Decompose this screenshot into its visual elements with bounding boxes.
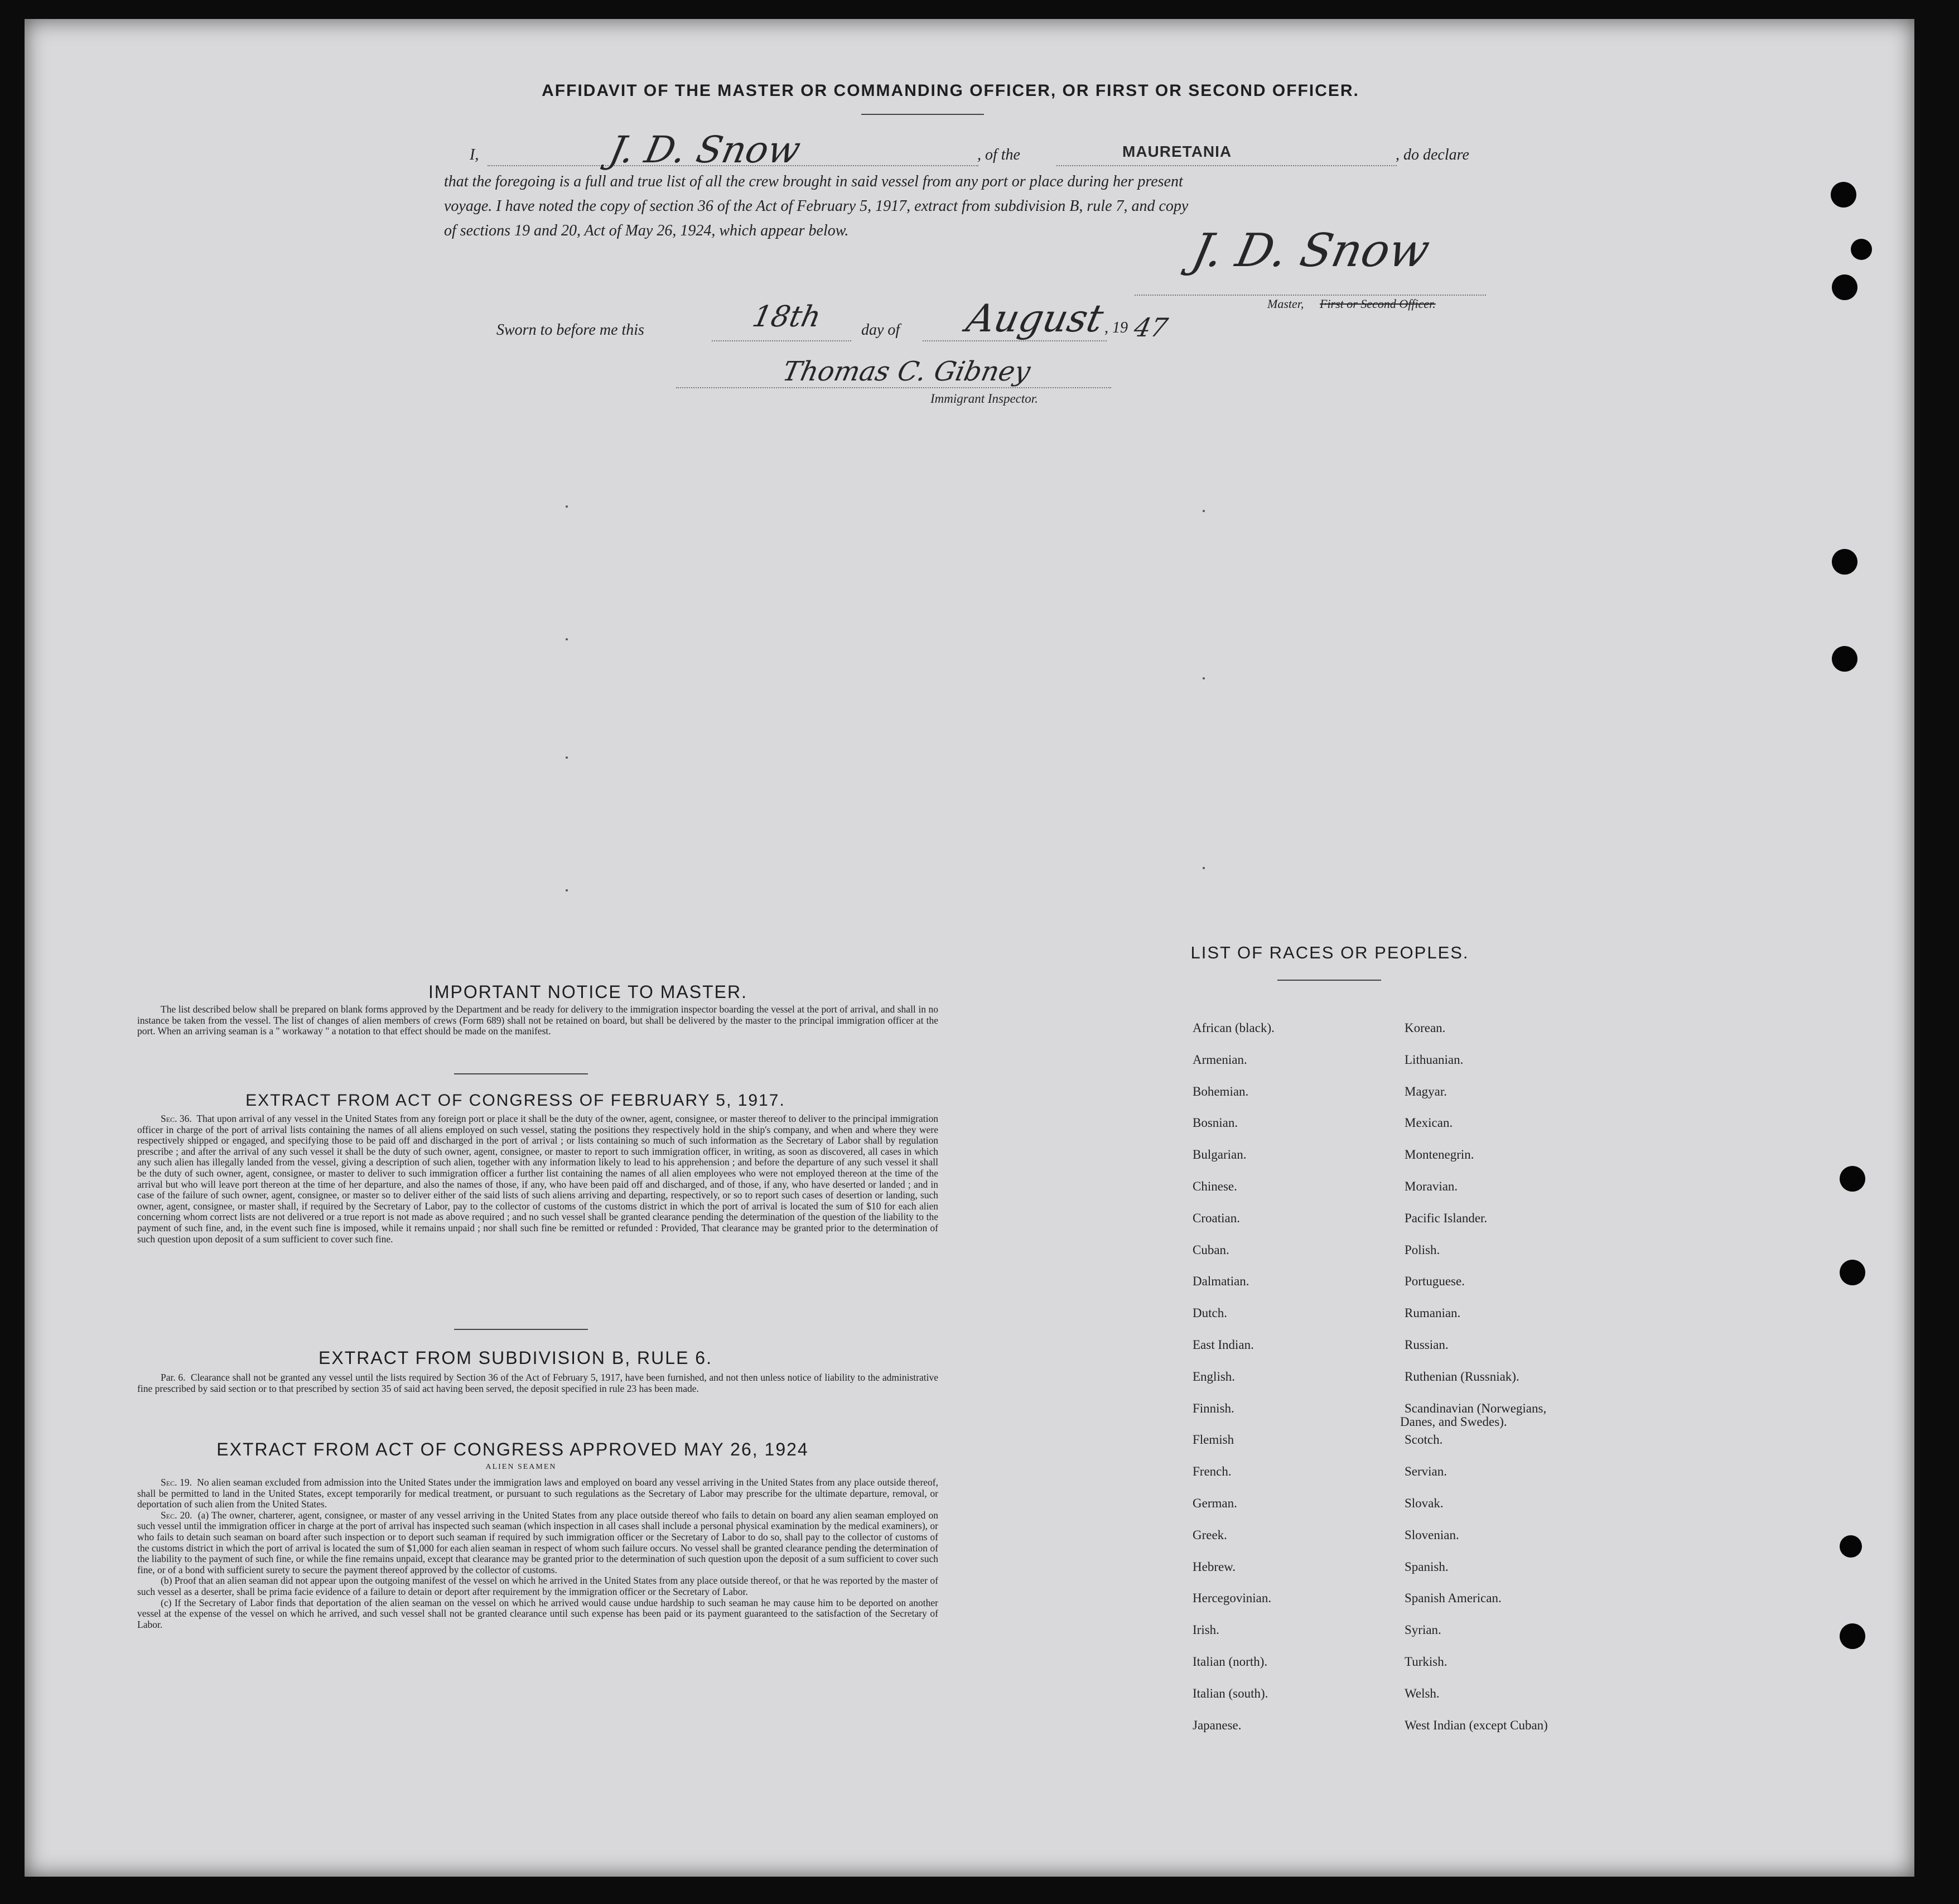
race-entry: Mexican. xyxy=(1405,1116,1453,1130)
race-entry: Magyar. xyxy=(1405,1084,1447,1098)
race-entry: Servian. xyxy=(1405,1464,1447,1479)
sec20b-text: (b) Proof that an alien seaman did not appear upon the outgoing manifest of the vessel on which he arrived in the United States from any place outside thereof, or that he was reported by the master of such vessel as a deserter, shall be prima facie evidence of a failure to detain or deport after requirement by the immigration officer or the Secretary of Labor. xyxy=(137,1575,938,1597)
master-name-handwritten: J. D. Snow xyxy=(605,128,804,171)
race-entry: Greek. xyxy=(1193,1527,1227,1542)
sworn-label: Sworn to before me this xyxy=(496,321,644,339)
title-divider xyxy=(861,114,984,115)
race-entry: Italian (north). xyxy=(1193,1655,1268,1669)
i-label: I, xyxy=(470,146,479,163)
race-entry: Japanese. xyxy=(1193,1718,1242,1732)
punch-hole xyxy=(1840,1166,1865,1192)
race-entry: African (black). xyxy=(1193,1021,1275,1035)
extract-rule6-title: EXTRACT FROM SUBDIVISION B, RULE 6. xyxy=(319,1348,712,1368)
master-signature: J. D. Snow xyxy=(1187,224,1435,277)
race-entry: Croatian. xyxy=(1193,1211,1240,1225)
sworn-month-handwritten: August xyxy=(962,297,1107,341)
race-entry: Irish. xyxy=(1193,1623,1219,1637)
race-entry: Danes, and Swedes). xyxy=(1400,1414,1507,1429)
sec19-text: No alien seaman excluded from admission into the United States under the immigration laws and employed on board any vessel arriving in the United States from any place outside thereof, shall be permitted to land in the United States, except temporarily for medical treatment, or pursuant to such regulations as the Secretary of Labor may prescribe for the ultimate departure, removal, or deportation of such alien from the United States. xyxy=(137,1477,938,1510)
punch-hole xyxy=(1832,646,1857,672)
sec20a-text: (a) The owner, charterer, agent, consignee, or master of any vessel arriving in the United States from any place outside thereof who fails to detain on board any alien seaman employed on such vessel until the immigration officer in charge at the port of arrival has inspected such seaman (which inspection in all cases shall include a personal physical examination by the medical examiners), or who fails to detain such seaman on board after such inspection or to deport such seaman if required by such immigration officer or the Secretary of Labor to do so, shall pay to the collector of customs of the customs district in which the port of arrival is located the sum of $1,000 for each alien seaman in respect of whom such failure occurs. No vessel shall be granted clearance pending the determination of the liability to the payment of such fine, or while the fine remains unpaid, except that clearance may be granted prior to the determination of such question upon the deposit of a sum sufficient to cover such fine, or of a bond with sufficient surety to secure the payment thereof approved by the collector of customs. xyxy=(137,1509,939,1575)
sworn-year-handwritten: 47 xyxy=(1131,312,1171,343)
guide-dot xyxy=(566,505,568,508)
race-entry: Scotch. xyxy=(1405,1433,1443,1447)
punch-hole xyxy=(1832,549,1857,575)
race-entry: German. xyxy=(1193,1496,1237,1510)
race-entry: Italian (south). xyxy=(1193,1686,1268,1700)
race-entry: Turkish. xyxy=(1405,1655,1447,1669)
race-entry: Hebrew. xyxy=(1193,1559,1236,1574)
sec20c-text: (c) If the Secretary of Labor finds that deportation of the alien seaman on the vessel on which he arrived would cause undue hardship to such seaman he may cause him to be deported on another vessel at the expense of the vessel on which he arrived, and such vessel shall not be granted clearance until such expense has been paid or its payment guaranteed to the satisfaction of the Secretary of Labor. xyxy=(137,1597,938,1630)
race-entry: West Indian (except Cuban) xyxy=(1405,1718,1548,1732)
punch-hole xyxy=(1840,1535,1862,1558)
notice-title: IMPORTANT NOTICE TO MASTER. xyxy=(428,982,747,1002)
race-entry: Spanish American. xyxy=(1405,1591,1502,1606)
race-entry: Finnish. xyxy=(1193,1401,1234,1415)
race-entry: Portuguese. xyxy=(1405,1274,1465,1289)
inspector-line xyxy=(676,387,1111,388)
divider xyxy=(454,1073,588,1074)
race-entry: Polish. xyxy=(1405,1242,1440,1257)
guide-dot xyxy=(1203,677,1205,679)
sworn-day-handwritten: 18th xyxy=(749,300,824,334)
race-entry: Lithuanian. xyxy=(1405,1052,1464,1067)
extract-1917-title: EXTRACT FROM ACT OF CONGRESS OF FEBRUARY 5, 1917. xyxy=(245,1091,785,1110)
guide-dot xyxy=(566,638,568,640)
inspector-label: Immigrant Inspector. xyxy=(930,392,1038,406)
race-entry: Rumanian. xyxy=(1405,1306,1461,1320)
punch-hole xyxy=(1831,182,1856,208)
race-entry: Dutch. xyxy=(1193,1306,1227,1320)
race-entry: Bohemian. xyxy=(1193,1084,1249,1098)
guide-dot xyxy=(1203,510,1205,512)
notice-text xyxy=(137,1004,938,1037)
extract-rule6-text xyxy=(137,1372,938,1394)
sec20-label: Sec. 20. xyxy=(161,1509,192,1521)
race-entry: Armenian. xyxy=(1193,1052,1247,1067)
signature-line xyxy=(1135,295,1486,296)
race-entry: East Indian. xyxy=(1193,1338,1254,1352)
alien-seamen-subtitle: ALIEN SEAMEN xyxy=(485,1463,557,1471)
race-entry: Dalmatian. xyxy=(1193,1274,1249,1289)
master-label: Master, xyxy=(1267,297,1304,311)
race-entry: Bosnian. xyxy=(1193,1116,1238,1130)
race-entry: Chinese. xyxy=(1193,1179,1237,1193)
race-entry: English. xyxy=(1193,1369,1236,1384)
sec19-label: Sec. 19. xyxy=(161,1477,192,1488)
guide-dot xyxy=(1203,867,1205,869)
of-the-label: , of the xyxy=(977,146,1020,163)
extract-1917-text xyxy=(137,1114,938,1245)
declaration-line-2: voyage. I have noted the copy of section 36 of the Act of February 5, 1917, extract from subdivision B, rule 7, and copy xyxy=(444,197,1189,215)
struck-officer-label: First or Second Officer. xyxy=(1320,297,1436,311)
race-entry: Bulgarian. xyxy=(1193,1148,1247,1162)
extract-1924-title: EXTRACT FROM ACT OF CONGRESS APPROVED MAY 26, 1924 xyxy=(216,1439,809,1459)
races-divider xyxy=(1277,980,1381,981)
race-entry: Korean. xyxy=(1405,1021,1446,1035)
punch-hole xyxy=(1840,1623,1865,1649)
race-entry: Russian. xyxy=(1405,1338,1449,1352)
notice-paragraph: The list described below shall be prepared on blank forms approved by the Department and be ready for delivery to the immigration inspector boarding the vessel at the port of arrival, and shall in no instance be taken from the vessel. The list of changes of alien members of crews (Form 689) shall not be retained on board, but shall be delivered by the master to the principal immigration officer at the port. When an arriving seaman is a " workaway " a notation to that effect should be made on the manifest. xyxy=(137,1004,938,1037)
race-entry: Ruthenian (Russniak). xyxy=(1405,1369,1519,1384)
sworn-year-prefix: , 19 xyxy=(1104,319,1128,336)
declaration-line-1: that the foregoing is a full and true list of all the crew brought in said vessel from any port or place during her present xyxy=(444,173,1183,190)
race-entry: Syrian. xyxy=(1405,1623,1441,1637)
races-title: LIST OF RACES OR PEOPLES. xyxy=(1190,943,1469,962)
inspector-signature: Thomas C. Gibney xyxy=(780,356,1034,387)
guide-dot xyxy=(566,756,568,759)
par6-text: Clearance shall not be granted any vessel until the lists required by Section 36 of the Act of February 5, 1917, have been furnished, and not then unless notice of liability to the administrative fine prescribed by said section or to that prescribed by section 35 of said act having been served, the deposit specified in rule 23 has been made. xyxy=(137,1372,939,1394)
race-entry: Montenegrin. xyxy=(1405,1148,1474,1162)
punch-hole xyxy=(1832,274,1857,300)
race-entry: Slovak. xyxy=(1405,1496,1444,1510)
guide-dot xyxy=(566,889,568,891)
day-of-label: day of xyxy=(861,321,900,339)
extract-1924-text xyxy=(137,1477,938,1630)
punch-hole xyxy=(1851,239,1872,260)
par6-label: Par. 6. xyxy=(161,1372,186,1383)
do-declare-label: , do declare xyxy=(1396,146,1469,163)
vessel-field-line xyxy=(1056,165,1397,166)
sec36-text: That upon arrival of any vessel in the United States from any foreign port or place it shall be the duty of the owner, agent, consignee, or master thereof to deliver to the principal immigration officer in charge of the port of arrival lists containing the names of all aliens employed on such vessel, stating the positions they respectively hold in the ship's company, and when and where they were respectively shipped or engaged, and specifying those to be paid off and discharged in the port of arrival ; or lists containing so much of such information as the Secretary of Labor shall by regulation prescribe ; and after the arrival of any such vessel it shall be the duty of such owner, agent, consignee, or master to report to such immigration officer, in writing, as soon as discovered, all cases in which any such alien has illegally landed from the vessel, giving a description of such alien, together with any information likely to lead to his apprehension ; and before the departure of any such vessel it shall be the duty of such owner, agent, consignee, or master to deliver to such immigration officer a further list containing the names of all alien employees who were not employed thereon at the time of the arrival but who will leave port thereon at the time of her departure, and also the names of those, if any, who have been paid off and discharged, and of those, if any, who have deserted or landed ; and in case of the failure of such owner, agent, consignee, or master so to deliver either of the said lists of such aliens arriving and departing, respectively, or so to report such cases of desertion or landing, such owner, agent, consignee, or master shall, if required by the Secretary of Labor, pay to the collector of customs of the customs district in which the port of arrival is located the sum of $10 for each alien concerning whom correct lists are not delivered or a true report is not made as above required ; and no such vessel shall be granted clearance pending the determination of the question of the liability to the payment of such fine, and, in the event such fine is imposed, while it remains unpaid ; nor shall such fine be remitted or refunded : Provided, That clearance may be granted prior to the determination of such question upon deposit of a sum sufficient to cover such fine. xyxy=(137,1113,938,1245)
affidavit-title: AFFIDAVIT OF THE MASTER OR COMMANDING OFFICER, OR FIRST OR SECOND OFFICER. xyxy=(542,81,1359,100)
race-entry: Slovenian. xyxy=(1405,1527,1459,1542)
race-entry: Spanish. xyxy=(1405,1559,1449,1574)
race-entry: Scandinavian (Norwegians, xyxy=(1405,1401,1547,1415)
race-entry: Cuban. xyxy=(1193,1242,1229,1257)
race-entry: Welsh. xyxy=(1405,1686,1440,1700)
race-entry: Moravian. xyxy=(1405,1179,1458,1193)
declaration-line-3: of sections 19 and 20, Act of May 26, 1924, which appear below. xyxy=(444,222,849,239)
vessel-name: MAURETANIA xyxy=(1122,143,1232,160)
divider xyxy=(454,1329,588,1330)
race-entry: Pacific Islander. xyxy=(1405,1211,1488,1225)
sworn-day-line xyxy=(712,340,851,341)
sec36-label: Sec. 36. xyxy=(161,1113,192,1124)
race-entry: Flemish xyxy=(1193,1433,1234,1447)
punch-hole xyxy=(1840,1260,1865,1285)
document-page xyxy=(25,19,1914,1877)
race-entry: French. xyxy=(1193,1464,1232,1479)
race-entry: Hercegovinian. xyxy=(1193,1591,1272,1606)
